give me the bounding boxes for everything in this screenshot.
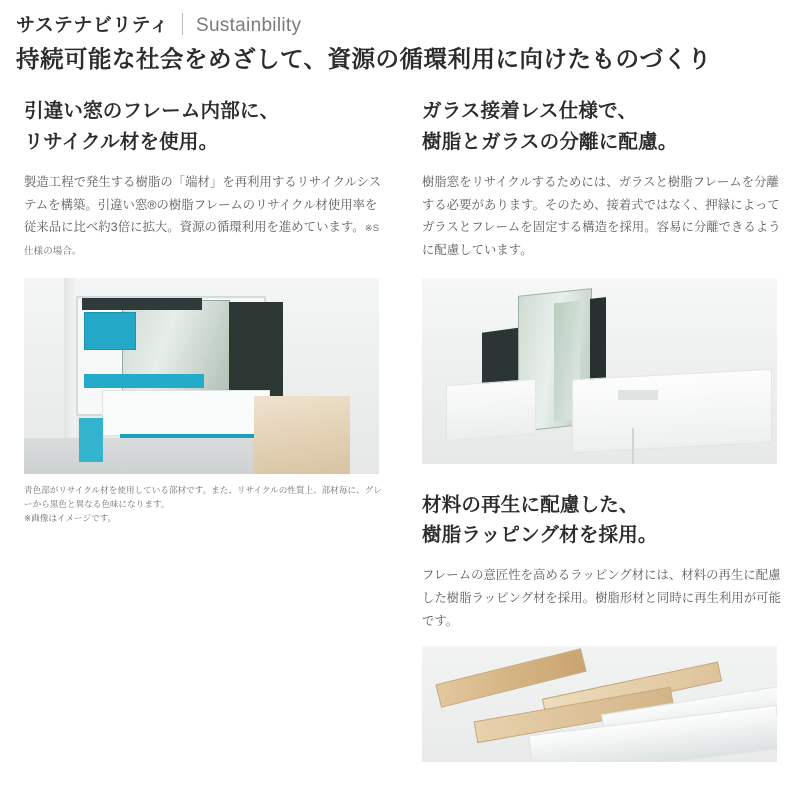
left-body-note: ※S仕様の場合。: [24, 223, 380, 258]
left-figure: [16, 278, 386, 526]
wood-panel-shape: [254, 396, 350, 474]
left-figure-caption: 青色部がリサイクル材を使用している部材です。また、リサイクルの性質上、部材毎に、グレーから黒色と異なる色味になります。 ※画像はイメージです。: [24, 484, 382, 524]
right-figure: [422, 278, 784, 464]
left-body-text: 製造工程で発生する樹脂の「端材」を再利用するリサイクルシステムを構築。引違い窓®の樹脂フレームのリサイクル材使用率を従来品に比べ約3倍に拡大。資源の循環利用を進めています。: [24, 174, 382, 235]
page-title-jp: サステナビリティ: [16, 15, 169, 36]
page-header: [0, 0, 800, 37]
white-frame-body-shape: [572, 369, 772, 453]
right-section-body: 樹脂窓をリサイクルするためには、ガラスと樹脂フレームを分離する必要があります。そのため、接着式ではなく、押縁によってガラスとフレームを固定する構造を採用。容易に分離できるように配慮しています。: [422, 174, 781, 258]
page-title-en: Sustainbility: [195, 15, 302, 36]
recycled-material-highlight-b: [84, 374, 204, 388]
frame-notch-shape: [618, 390, 658, 400]
right-column: [414, 96, 784, 762]
right-section-title: ガラス接着レス仕様で、 樹脂とガラスの分離に配慮。: [422, 100, 678, 153]
right-second-block: [422, 490, 784, 763]
content-columns: [0, 96, 800, 762]
header-divider: [182, 13, 183, 35]
page-headline: 持続可能な社会をめざして、資源の循環利用に向けたものづくり: [16, 46, 712, 72]
white-sill-shape: [102, 390, 270, 436]
right-block2-title: 材料の再生に配慮した、 樹脂ラッピング材を採用。: [422, 493, 658, 546]
resin-wrapping-material-photo: [422, 646, 777, 762]
white-bead-shape: [446, 379, 536, 441]
grey-base-shape: [24, 438, 264, 474]
window-frame-cross-section-photo: [24, 278, 379, 474]
dark-frame-top-shape: [82, 298, 202, 310]
left-column: [16, 96, 386, 762]
right-block2-body: フレームの意匠性を高めるラッピング材には、材料の再生に配慮した樹脂ラッピング材を採用。樹脂形材と同時に再生利用が可能です。: [422, 568, 782, 628]
dark-pane-shape: [229, 302, 283, 398]
left-section-body: [24, 171, 386, 262]
frame-seam-line: [632, 428, 634, 464]
left-section-title: 引違い窓のフレーム内部に、 リサイクル材を使用。: [24, 100, 280, 153]
recycled-material-highlight-a: [84, 312, 136, 350]
glass-adhesive-free-cross-section-photo: [422, 278, 777, 464]
recycled-material-highlight-c: [79, 418, 103, 462]
